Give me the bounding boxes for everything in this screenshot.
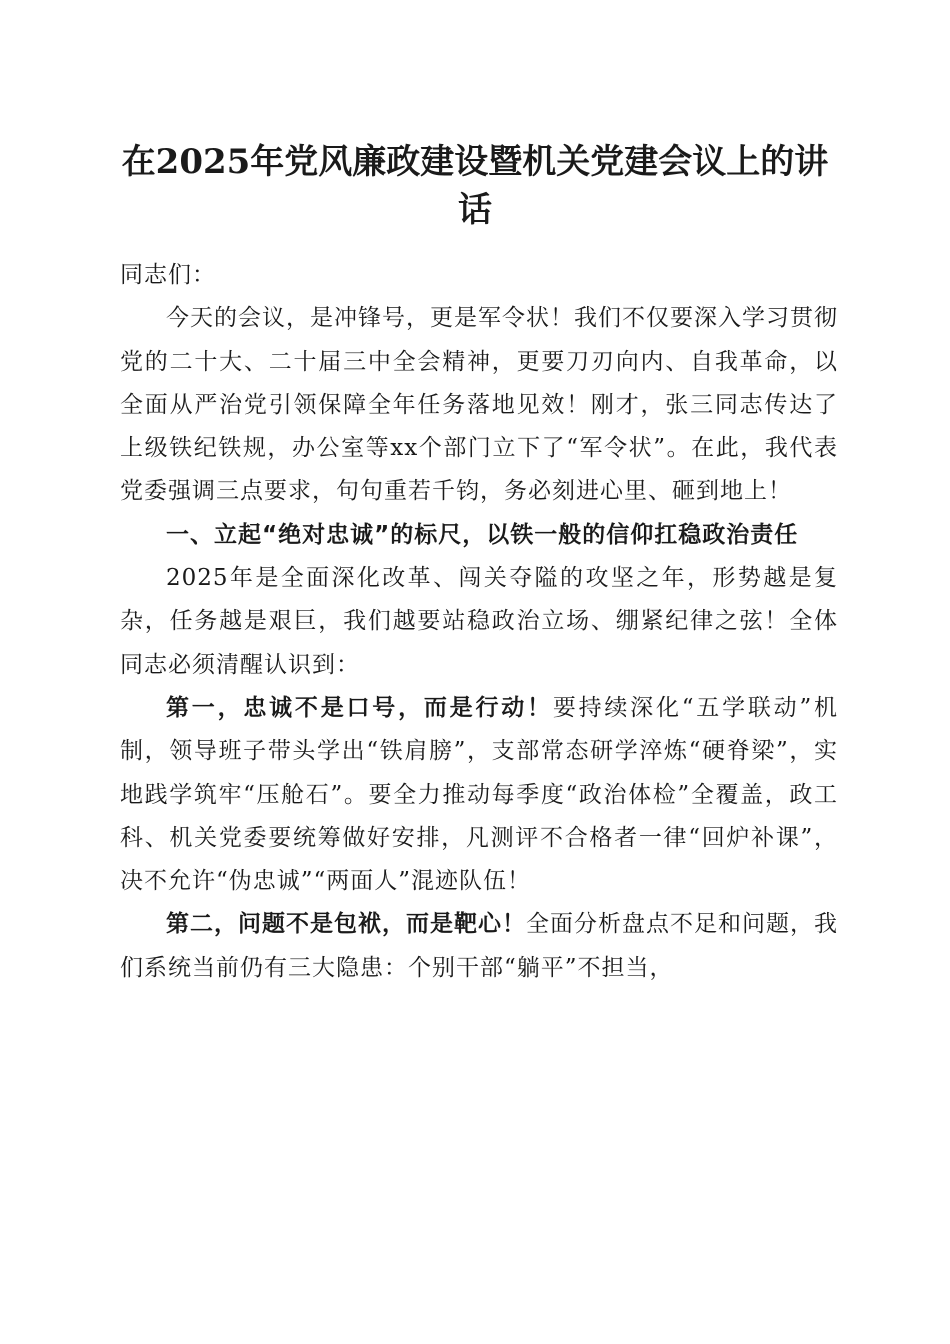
point-body-1: 要持续深化“五学联动”机制，领导班子带头学出“铁肩膀”，支部常态研学淬炼“硬脊梁”，实地践学筑牢“压舱石”。要全力推动每季度“政治体检”全覆盖，政工科、机关党委要统筹做好安排，凡测评不合格者一律“回炉补课”，决不允许“伪忠诚”“两面人”混迹队伍！ bbox=[120, 694, 838, 895]
document-title: 在2025年党风廉政建设暨机关党建会议上的讲话 bbox=[121, 142, 829, 230]
point-lead-2: 第二，问题不是包袱，而是靶心！ bbox=[166, 911, 526, 938]
point-body-2: 全面分析盘点不足和问题，我们系统当前仍有三大隐患：个别干部“躺平”不担当， bbox=[120, 911, 838, 981]
point-paragraph-1 bbox=[120, 687, 838, 903]
section-heading-1: 一、立起“绝对忠诚”的标尺，以铁一般的信仰扛稳政治责任 bbox=[166, 521, 799, 548]
section-paragraph-1: 2025年是全面深化改革、闯关夺隘的攻坚之年，形势越是复杂，任务越是艰巨，我们越要站稳政治立场、绷紧纪律之弦！全体同志必须清醒认识到： bbox=[120, 565, 838, 678]
salutation: 同志们： bbox=[120, 262, 216, 288]
point-lead-1: 第一，忠诚不是口号，而是行动！ bbox=[166, 694, 553, 721]
document-body bbox=[120, 254, 838, 990]
point-paragraph-2 bbox=[120, 903, 838, 990]
intro-paragraph: 今天的会议，是冲锋号，更是军令状！我们不仅要深入学习贯彻党的二十大、二十届三中全会精神，更要刀刃向内、自我革命，以全面从严治党引领保障全年任务落地见效！刚才，张三同志传达了上级铁纪铁规，办公室等xx个部门立下了“军令状”。在此，我代表党委强调三点要求，句句重若千钧，务必刻进心里、砸到地上！ bbox=[120, 305, 838, 505]
